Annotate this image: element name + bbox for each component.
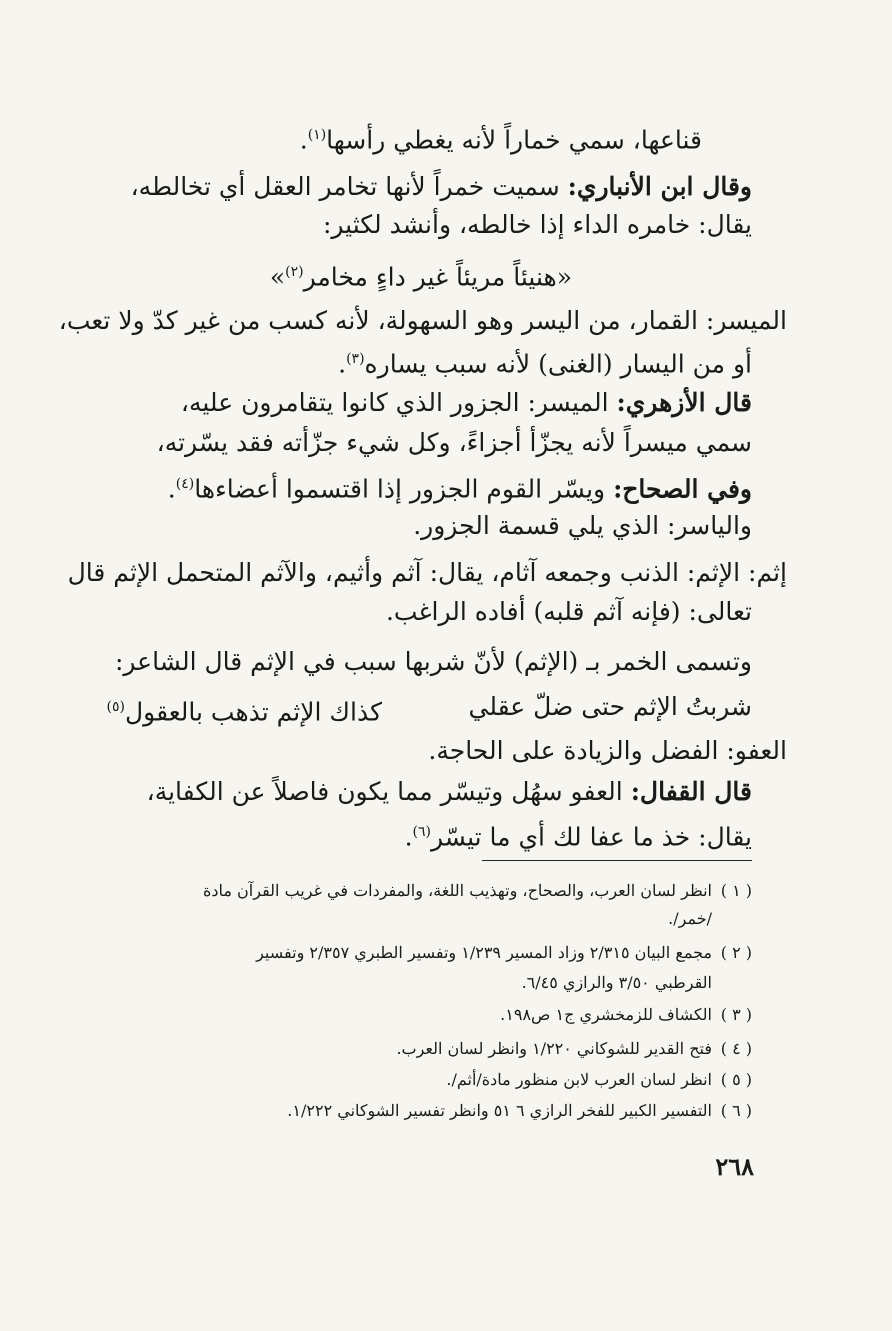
line-text: كذاك الإثم تذهب بالعقول — [124, 697, 382, 727]
footnote-ref: (٣) — [346, 351, 365, 367]
line-text: العفو سهُل وتيسّر مما يكون فاصلاً عن الكفاية، — [146, 777, 631, 806]
text-line — [338, 342, 752, 381]
text-line — [300, 118, 702, 157]
line-text: الميسر: القمار، من اليسر وهو السهولة، لأنه كسب من غير كدّ ولا تعب، — [58, 306, 787, 335]
footnote-ref: (٥) — [106, 699, 125, 715]
text-line — [131, 170, 752, 204]
bold-heading: وفي الصحاح: — [613, 474, 752, 504]
footnote-ref: (١) — [307, 127, 327, 143]
line-text: شربتُ الإثم حتى ضلّ عقلي — [468, 692, 752, 721]
text-line — [405, 815, 752, 854]
footnote — [446, 1067, 752, 1093]
line-text: . — [404, 822, 413, 852]
line-text: . — [299, 125, 308, 155]
line-text: العفو: الفضل والزيادة على الحاجة. — [428, 736, 787, 765]
footnote-text: القرطبي ٣/٥٠ والرازي ٦/٤٥. — [521, 973, 712, 992]
line-text: وتسمى الخمر بـ (الإثم) لأنّ شربها سبب في الإثم قال الشاعر: — [114, 647, 752, 676]
footnote-number: ( ٢ ) — [720, 943, 752, 962]
footnote-ref: (٢) — [285, 264, 304, 280]
footnote-ref: (٤) — [175, 476, 195, 492]
line-text: والياسر: الذي يلي قسمة الجزور. — [413, 511, 752, 540]
footnote-text: الكشاف للزمخشري ج١ ص١٩٨. — [500, 1005, 712, 1024]
footnote-number: ( ٤ ) — [720, 1039, 752, 1058]
text-line — [147, 775, 752, 809]
text-line — [323, 208, 752, 242]
footnote-continuation — [522, 970, 712, 996]
text-line — [168, 467, 752, 506]
line-text: «هنيئاً مريئاً غير داءٍ مخامر — [303, 262, 572, 292]
line-text: سميت خمراً لأنها تخامر العقل أي تخالطه، — [130, 172, 568, 201]
footnote-number: ( ١ ) — [720, 881, 752, 900]
bold-heading: قال القفال: — [630, 777, 752, 806]
verse-left-hemistich — [107, 690, 382, 729]
line-text: » — [269, 262, 286, 292]
footnote-number: ( ٦ ) — [720, 1101, 752, 1120]
footnote-separator — [482, 860, 752, 861]
line-text: . — [338, 349, 347, 379]
line-text: تعالى: (فإنه آثم قلبه) أفاده الراغب. — [385, 597, 752, 626]
line-text: سمي ميسراً لأنه يجزّأ أجزاءً، وكل شيء جزّأته فقد يسّرته، — [156, 428, 752, 457]
text-line — [157, 426, 752, 460]
line-text: قناعها، سمي خماراً لأنه يغطي رأسها — [326, 125, 702, 155]
bold-heading: قال الأزهري: — [616, 388, 752, 417]
text-line — [68, 556, 787, 590]
line-text: . — [167, 474, 176, 504]
footnote-ref: (٦) — [412, 824, 431, 840]
footnote-number: ( ٣ ) — [720, 1005, 752, 1024]
footnote-number: ( ٥ ) — [720, 1070, 752, 1089]
footnote — [203, 878, 752, 904]
text-line — [428, 734, 787, 768]
footnote-text: انظر لسان العرب، والصحاح، وتهذيب اللغة، والمفردات في غريب القرآن مادة — [203, 881, 712, 900]
verse-line — [270, 255, 572, 294]
footnote-text: /خمر/. — [668, 909, 712, 928]
line-text: يقال: خذ ما عفا لك أي ما تيسّر — [430, 822, 752, 852]
footnote-text: التفسير الكبير للفخر الرازي ٦ ٥١ وانظر تفسير الشوكاني ١/٢٢٢. — [287, 1101, 712, 1120]
verse-right-hemistich — [468, 690, 752, 724]
footnote — [256, 940, 752, 966]
footnote — [396, 1036, 752, 1062]
line-text: الميسر: الجزور الذي كانوا يتقامرون عليه، — [180, 388, 617, 417]
footnote-continuation — [668, 906, 712, 932]
footnote — [287, 1098, 752, 1124]
text-line — [115, 645, 752, 679]
footnote-text: مجمع البيان ٢/٣١٥ وزاد المسير ١/٢٣٩ وتفسير الطبري ٢/٣٥٧ وتفسير — [256, 943, 712, 962]
line-text: ويسّر القوم الجزور إذا اقتسموا أعضاءها — [194, 474, 614, 504]
bold-heading: وقال ابن الأنباري: — [567, 172, 752, 201]
line-text: أو من اليسار (الغنى) لأنه سبب يساره — [364, 349, 752, 379]
line-text: يقال: خامره الداء إذا خالطه، وأنشد لكثير: — [322, 210, 752, 239]
page-number: ٢٦٨ — [715, 1152, 754, 1181]
footnote-text: فتح القدير للشوكاني ١/٢٢٠ وانظر لسان العرب. — [396, 1039, 712, 1058]
text-line — [181, 386, 752, 420]
text-line — [59, 304, 787, 338]
text-line — [413, 509, 752, 543]
text-line — [386, 595, 752, 629]
line-text: إثم: الإثم: الذنب وجمعه آثام، يقال: آثم وأثيم، والآثم المتحمل الإثم قال — [67, 558, 787, 587]
footnote-text: انظر لسان العرب لابن منظور مادة/أثم/. — [446, 1070, 712, 1089]
footnote — [500, 1002, 752, 1028]
